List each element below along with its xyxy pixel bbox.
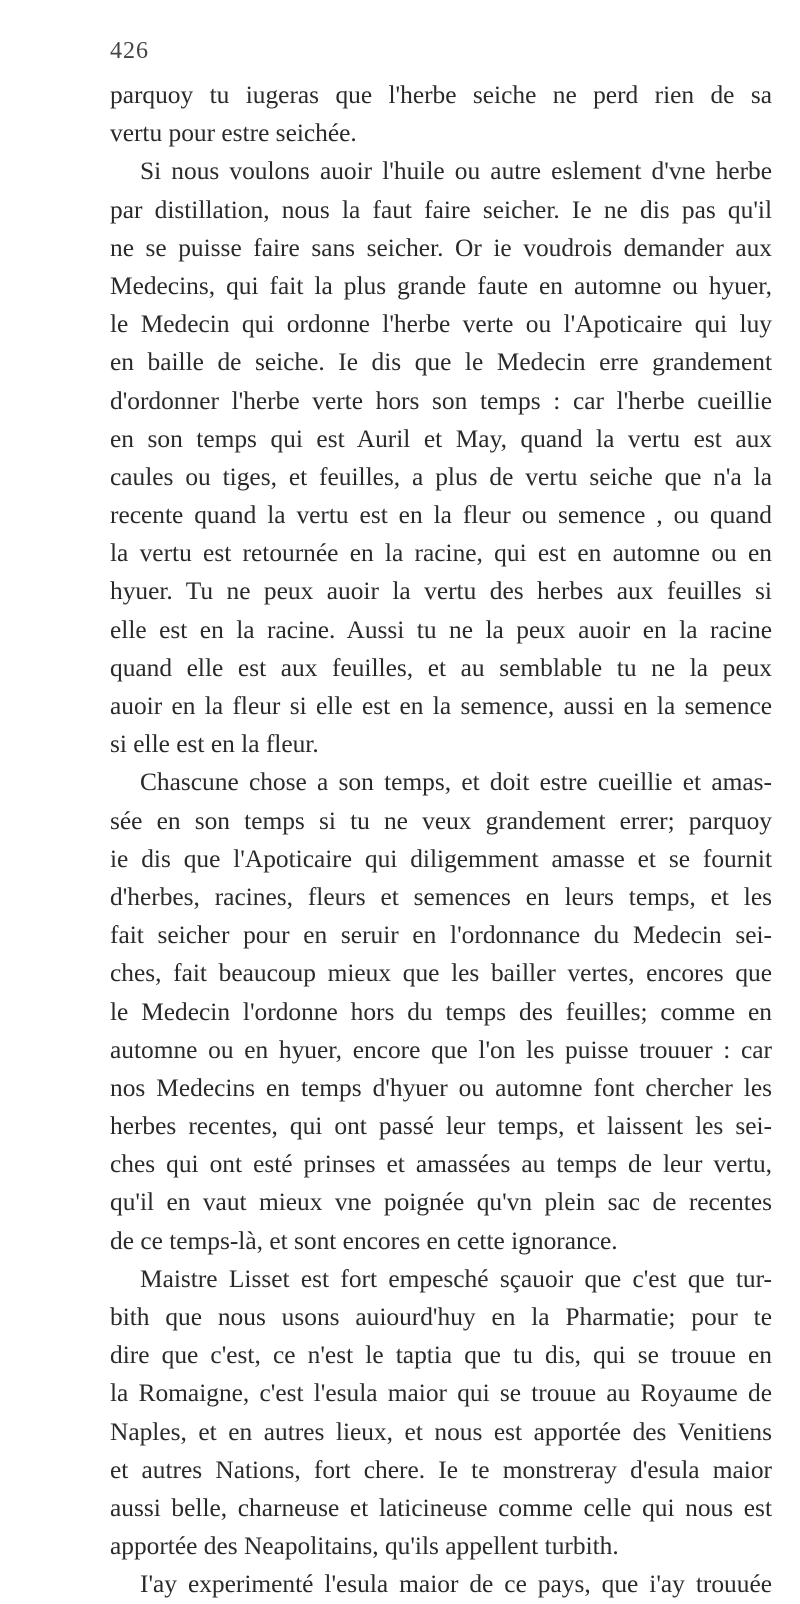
body-text — [110, 76, 772, 1604]
text-line: automne ou en hyuer, encore que l'on les puisse trouuer : car — [110, 1035, 772, 1064]
text-line: Naples, et en autres lieux, et nous est apportée des Venitiens — [110, 1417, 772, 1446]
text-line: par distillation, nous la faut faire seicher. Ie ne dis pas qu'il — [110, 195, 772, 224]
text-line: Chascune chose a son temps, et doit estre cueillie et amas- — [140, 768, 772, 797]
text-line: Medecins, qui fait la plus grande faute en automne ou hyuer, — [110, 271, 772, 300]
text-line: caules ou tiges, et feuilles, a plus de vertu seiche que n'a la — [110, 462, 772, 491]
text-line: elle est en la racine. Aussi tu ne la peux auoir en la racine — [110, 615, 772, 644]
text-line: vertu pour estre seichée. — [110, 119, 357, 148]
page-number: 426 — [110, 38, 149, 64]
text-line: si elle est en la fleur. — [110, 730, 319, 759]
text-line: Si nous voulons auoir l'huile ou autre eslement d'vne herbe — [140, 157, 772, 186]
text-line: Maistre Lisset est fort empesché sçauoir que c'est que tur- — [140, 1264, 772, 1293]
text-line: en son temps qui est Auril et May, quand la vertu est aux — [110, 424, 772, 453]
text-line: de ce temps-là, et sont encores en cette ignorance. — [110, 1226, 618, 1255]
text-line: I'ay experimenté l'esula maior de ce pays, que i'ay trouuée — [140, 1570, 772, 1599]
text-line: bith que nous usons auiourd'huy en la Pharmatie; pour te — [110, 1303, 772, 1331]
text-line: ie dis que l'Apoticaire qui diligemment amasse et se fournit — [110, 844, 772, 873]
text-line: recente quand la vertu est en la fleur ou semence , ou quand — [110, 501, 772, 530]
text-line: quand elle est aux feuilles, et au semblable tu ne la peux — [110, 653, 772, 682]
text-line: le Medecin qui ordonne l'herbe verte ou l'Apoticaire qui luy — [110, 310, 772, 339]
text-line: en baille de seiche. Ie dis que le Medecin erre grandement — [110, 348, 772, 377]
text-line: apportée des Neapolitains, qu'ils appellent turbith. — [110, 1532, 619, 1561]
text-line: ne se puisse faire sans seicher. Or ie voudrois demander aux — [110, 233, 772, 262]
text-line: la Romaigne, c'est l'esula maior qui se trouue au Royaume de — [110, 1379, 772, 1408]
text-line: nos Medecins en temps d'hyuer ou automne font chercher les — [110, 1073, 772, 1102]
text-line: d'ordonner l'herbe verte hors son temps : car l'herbe cueillie — [110, 386, 772, 415]
text-line: parquoy tu iugeras que l'herbe seiche ne perd rien de sa — [110, 81, 772, 109]
text-line: sée en son temps si tu ne veux grandement errer; parquoy — [110, 806, 772, 835]
text-line: d'herbes, racines, fleurs et semences en leurs temps, et les — [110, 882, 772, 911]
text-line: ches, fait beaucoup mieux que les bailler vertes, encores que — [110, 959, 772, 988]
text-line: auoir en la fleur si elle est en la semence, aussi en la semence — [110, 692, 772, 720]
text-line: la vertu est retournée en la racine, qui est en automne ou en — [110, 539, 772, 568]
text-line: le Medecin l'ordonne hors du temps des feuilles; comme en — [110, 997, 772, 1026]
text-line: herbes recentes, qui ont passé leur temps, et laissent les sei- — [110, 1112, 772, 1141]
text-line: qu'il en vaut mieux vne poignée qu'vn plein sac de recentes — [110, 1188, 772, 1217]
text-line: ches qui ont esté prinses et amassées au temps de leur vertu, — [110, 1150, 772, 1179]
text-line: fait seicher pour en seruir en l'ordonnance du Medecin sei- — [110, 921, 772, 950]
text-line: aussi belle, charneuse et laticineuse comme celle qui nous est — [110, 1493, 772, 1522]
text-line: et autres Nations, fort chere. Ie te monstreray d'esula maior — [110, 1455, 772, 1484]
text-line: dire que c'est, ce n'est le taptia que tu dis, qui se trouue en — [110, 1341, 772, 1370]
text-line: hyuer. Tu ne peux auoir la vertu des herbes aux feuilles si — [110, 577, 772, 606]
